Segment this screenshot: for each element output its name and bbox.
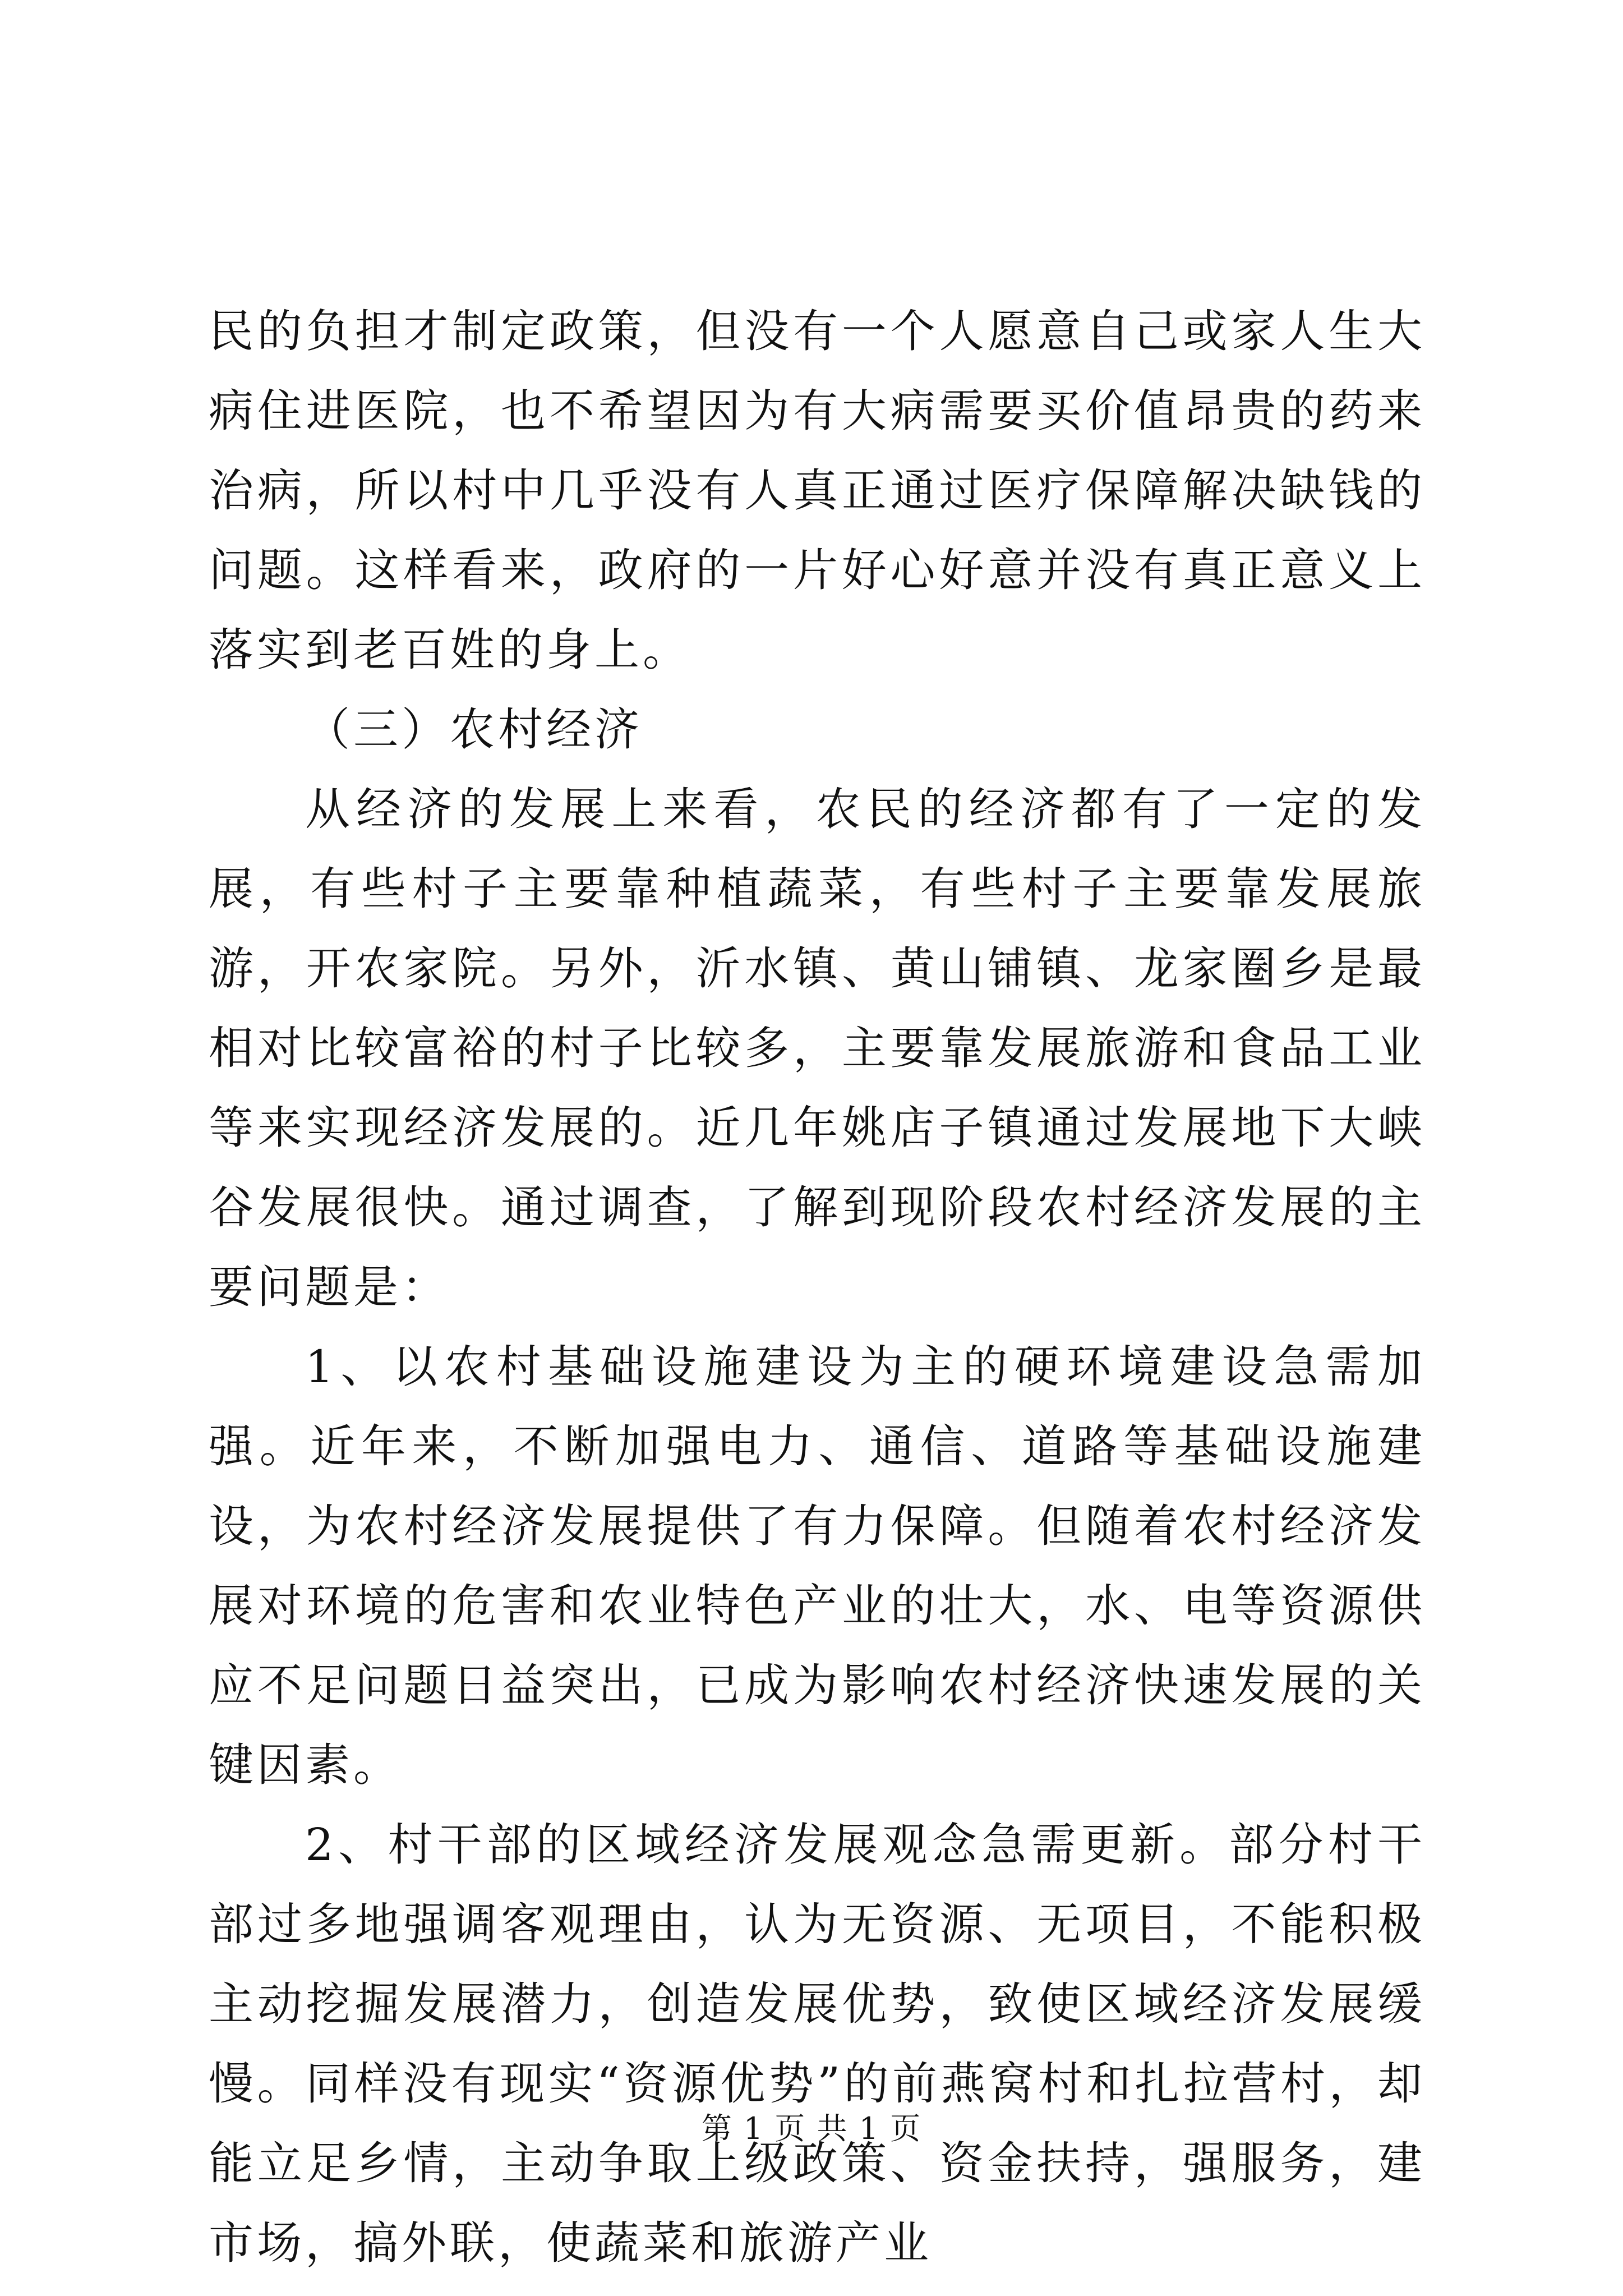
page-footer: 第 1 页 共 1 页 [701, 2111, 922, 2146]
paragraph-continuation: 民的负担才制定政策，但没有一个人愿意自己或家人生大病住进医院，也不希望因为有大病需要买价值昂贵的药来治病，所以村中几乎没有人真正通过医疗保障解决缺钱的问题。这样看来，政府的一片好心好意并没有真正意义上落实到老百姓的身上。 [209, 305, 1426, 676]
paragraph-economy-overview: 从经济的发展上来看，农民的经济都有了一定的发展，有些村子主要靠种植蔬菜，有些村子主要靠发展旅游，开农家院。另外，沂水镇、黄山铺镇、龙家圈乡是最相对比较富裕的村子比较多，主要靠发展旅游和食品工业等来实现经济发展的。近几年姚店子镇通过发展地下大峡谷发展很快。通过调查，了解到现阶段农村经济发展的主要问题是： [209, 783, 1426, 1313]
paragraph-point-2-cadres: 2、村干部的区域经济发展观念急需更新。部分村干部过多地强调客观理由，认为无资源、无项目，不能积极主动挖掘发展潜力，创造发展优势，致使区域经济发展缓慢。同样没有现实“资源优势”的前燕窝村和扎拉营村，却能立足乡情，主动争取上级政策、资金扶持，强服务，建市场，搞外联，使蔬菜和旅游产业 [209, 1819, 1426, 2269]
paragraph-point-1-infrastructure: 1、以农村基础设施建设为主的硬环境建设急需加强。近年来，不断加强电力、通信、道路等基础设施建设，为农村经济发展提供了有力保障。但随着农村经济发展对环境的危害和农业特色产业的壮大，水、电等资源供应不足问题日益突出，已成为影响农村经济快速发展的关键因素。 [209, 1341, 1426, 1791]
section-heading-rural-economy: （三）农村经济 [305, 703, 643, 756]
document-body [209, 292, 1426, 2283]
